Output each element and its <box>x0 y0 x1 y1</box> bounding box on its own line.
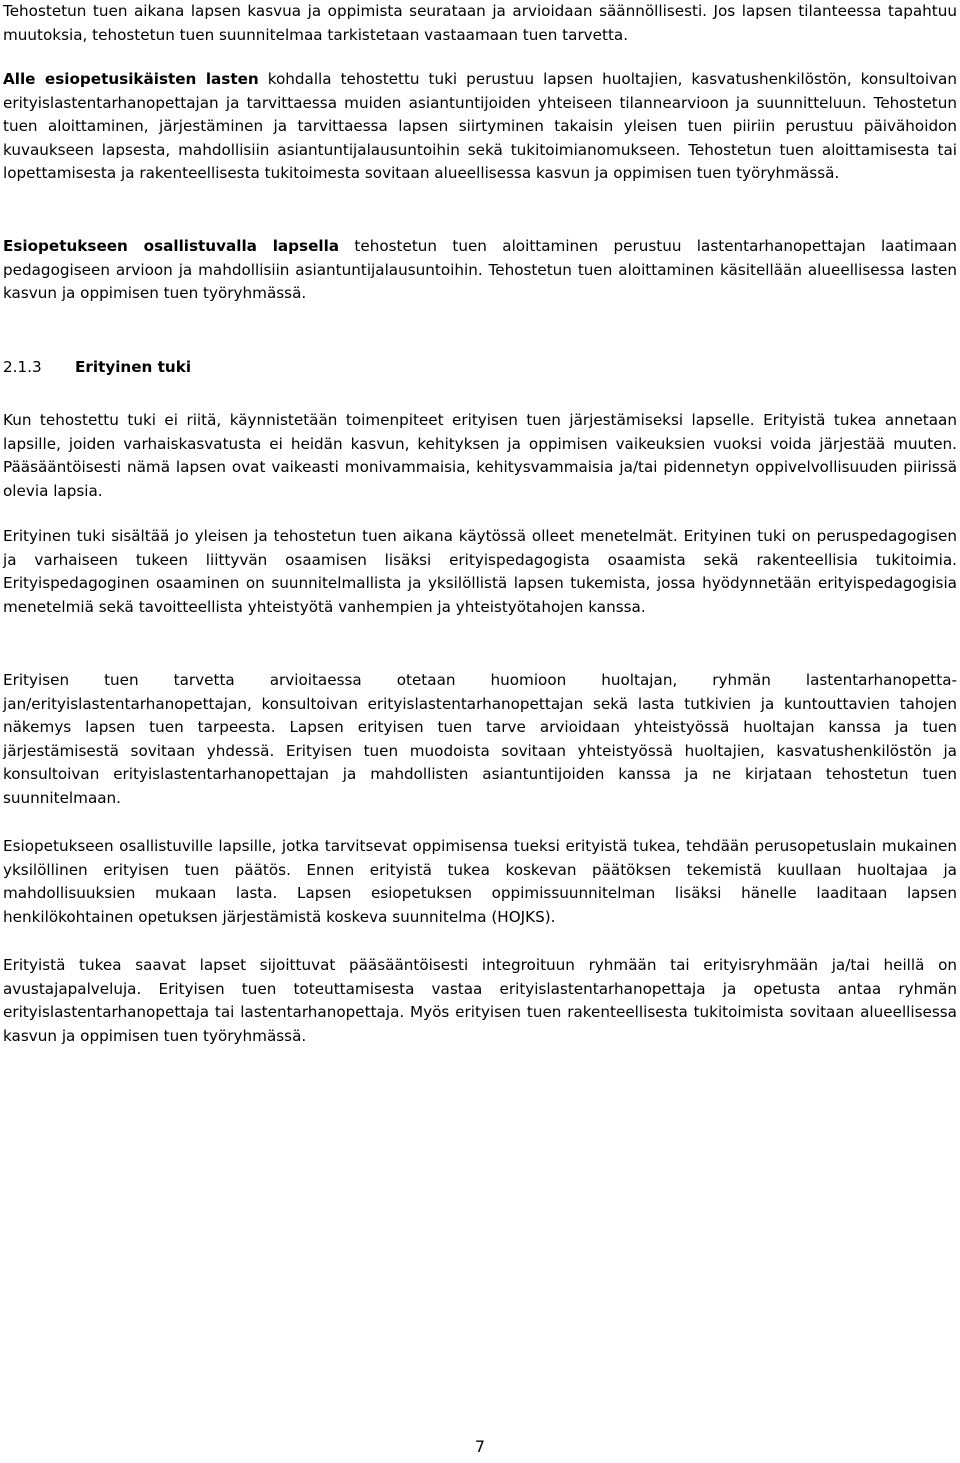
paragraph-lead-bold: Alle esiopetusikäisten lasten <box>3 70 259 88</box>
paragraph-special-support-intro: Kun tehostettu tuki ei riitä, käynnistetään toimenpiteet erityisen tuen järjestämiseksi lapselle. Erityistä tukea annetaan lapsille, joiden varhaiskasvatusta ei heidän kasvun, kehityksen ja oppimisen vaikeuksien vuoksi voida järjestää muuten. Pääsääntöisesti nämä lapsen ovat vaikeasti monivammaisia, kehitysvammaisia ja/tai pidennetyn oppivelvollisuuden piirissä olevia lapsia. <box>3 411 957 500</box>
paragraph-placement: Erityistä tukea saavat lapset sijoittuvat pääsääntöisesti integroituun ryhmään tai erityisryhmään ja/tai heillä on avustajapalveluja. Erityisen tuen toteuttamisesta vastaa erityislastentarhanopettaja ja opetusta antaa ryhmän erityislastentarhanopettaja tai lastentarhanopettaja. Myös erityisen tuen rakenteellisesta tukitoimista sovitaan alueellisessa kasvun ja oppimisen tuen työryhmässä. <box>3 956 957 1045</box>
paragraph-preschool-decision: Esiopetukseen osallistuville lapsille, jotka tarvitsevat oppimisensa tueksi erityistä tukea, tehdään perusopetuslain mukainen yksilöllinen erityisen tuen päätös. Ennen erityistä tukea koskevan päätöksen tekemistä kuullaan huoltajaa ja mahdollisuuksien mukaan lasta. Lapsen esiopetuksen oppimissuunnitelman lisäksi hänelle laaditaan lapsen henkilökohtainen opetuksen järjestämistä koskeva suunnitelma (HOJKS). <box>3 837 957 926</box>
paragraph-lead-bold: Esiopetukseen osallistuvalla lapsella <box>3 237 340 255</box>
paragraph-body: kohdalla tehostettu tuki perustuu lapsen huoltajien, kasvatushenkilöstön, konsultoivan erityislastentarhanopettajan ja tarvittaessa muiden asiantuntijoiden yhteiseen tilannearvioon ja suunnitteluun. Tehostetun tuen aloittaminen, järjestäminen ja tarvittaessa lapsen siirtyminen takaisin yleisen tuen piiriin perustuu päivähoidon kuvaukseen lapsesta, mahdollisiin asiantuntijalausuntoihin sekä tukitoimianomukseen. Tehostetun tuen aloittamisesta tai lopettamisesta ja rakenteellisesta tukitoimesta sovitaan alueellisessa kasvun ja oppimisen tuen työryhmässä. <box>3 70 957 183</box>
paragraph-under-preschool-age <box>3 68 957 186</box>
section-title: Erityinen tuki <box>75 358 192 376</box>
section-number: 2.1.3 <box>3 358 42 376</box>
intro-paragraph: Tehostetun tuen aikana lapsen kasvua ja oppimista seurataan ja arvioidaan säännöllisesti. Jos lapsen tilanteessa tapahtuu muutoksia, tehostetun tuen suunnitelmaa tarkistetaan vastaamaan tuen tarvetta. <box>3 2 957 44</box>
paragraph-preschool-child <box>3 235 957 306</box>
page-number: 7 <box>474 1437 486 1456</box>
section-heading <box>3 356 957 380</box>
paragraph-support-assessment: Erityisen tuen tarvetta arvioitaessa otetaan huomioon huoltajan, ryhmän lastentarhanopettajan/erityislastentarhanopettajan, konsultoivan erityislastentarhanopettajan sekä lasta tutkivien ja kuntouttavien tahojen näkemys lapsen tuen tarpeesta. Lapsen erityisen tuen tarve arvioidaan yhteistyössä huoltajan kanssa ja tuen järjestämisestä sovitaan yhdessä. Erityisen tuen muodoista sovitaan yhteistyössä huoltajien, kasvatushenkilöstön ja konsultoivan erityislastentarhanopettajan ja mahdollisten asiantuntijoiden kanssa ja ne kirjataan tehostetun tuen suunnitelmaan. <box>3 671 957 807</box>
paragraph-body: tehostetun tuen aloittaminen perustuu lastentarhanopettajan laatimaan pedagogiseen arvioon ja mahdollisiin asiantuntijalausuntoihin. Tehostetun tuen aloittaminen käsitellään alueellisessa lasten kasvun ja oppimisen tuen työryhmässä. <box>3 237 958 303</box>
paragraph-special-support-methods: Erityinen tuki sisältää jo yleisen ja tehostetun tuen aikana käytössä olleet menetelmät. Erityinen tuki on peruspedagogisen ja varhaiseen tukeen liittyvän osaamisen lisäksi erityispedagogista osaamista sekä rakenteellisia tukitoimia. Erityispedagoginen osaaminen on suunnitelmallista ja yksilöllistä lapsen tukemista, jossa hyödynnetään erityispedagogisia menetelmiä sekä tavoitteellista yhteistyötä vanhempien ja yhteistyötahojen kanssa. <box>3 527 957 616</box>
